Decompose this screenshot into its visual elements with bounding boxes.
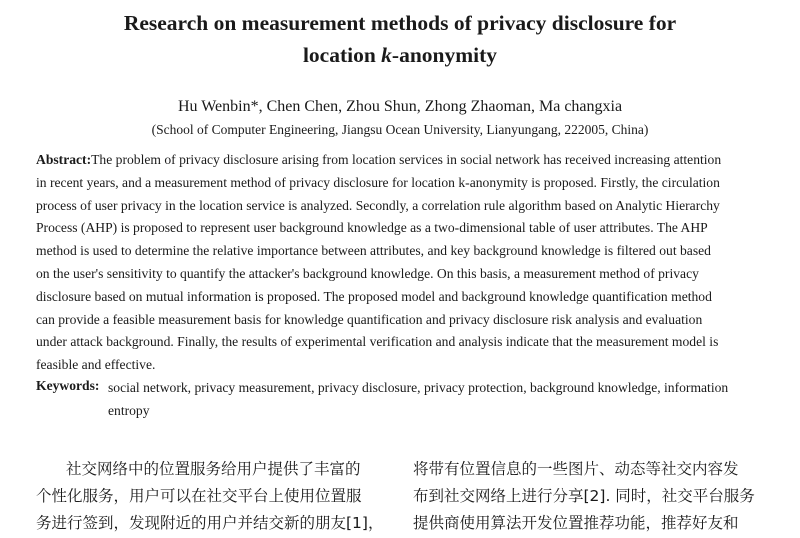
abstract-text: The problem of privacy disclosure arising from location services in social network has received increasing attention (91, 152, 722, 167)
paper-title-line1: Research on measurement methods of privacy disclosure for (123, 11, 677, 35)
affiliation: (School of Computer Engineering, Jiangsu Ocean University, Lianyungang, 222005, China) (151, 122, 649, 137)
abstract-line: method is used to determine the relative importance between attributes, and key background knowledge is filtered out based (36, 243, 711, 259)
abstract-line: in recent years, and a measurement method of privacy disclosure for location k-anonymity is proposed. Firstly, the circulation (36, 174, 720, 190)
body-left-line2: 个性化服务，用户可以在社交平台上使用位置服 (36, 487, 362, 505)
author-list: Hu Wenbin*, Chen Chen, Zhou Shun, Zhong Zhaoman, Ma changxia (177, 98, 623, 115)
keywords-line1: social network, privacy measurement, privacy disclosure, privacy protection, background knowledge, information (108, 380, 729, 395)
keywords-line2: entropy (108, 403, 150, 418)
body-left-line3: 务进行签到，发现附近的用户并结交新的朋友[1]， (36, 514, 384, 532)
abstract-label: Abstract: (36, 152, 92, 167)
title-location: location (302, 43, 382, 67)
abstract-line (36, 149, 766, 172)
abstract-line: can provide a feasible measurement basis for knowledge quantification and privacy disclosure risk analysis and evaluation (36, 311, 703, 327)
abstract-line: process of user privacy in the location service is analyzed. Secondly, a correlation rule algorithm based on Analytic Hierarchy (36, 197, 720, 213)
body-right-line2: 布到社交网络上进行分享[2]. 同时，社交平台服务 (413, 487, 755, 505)
body-left-line1: 社交网络中的位置服务给用户提供了丰富的 (66, 460, 361, 478)
abstract-line: under attack background. Finally, the results of experimental verification and analysis indicate that the measurement model is (36, 334, 719, 350)
abstract-line: Process (AHP) is proposed to represent user background knowledge as a two-dimensional table of user attributes. The AHP (36, 220, 708, 236)
abstract-line: on the user's sensitivity to quantify the attacker's background knowledge. On this basis, a measurement method of privacy (36, 265, 699, 281)
keywords-label: Keywords: (36, 378, 100, 393)
body-right-line1: 将带有位置信息的一些图片、动态等社交内容发 (413, 460, 739, 478)
abstract-line: disclosure based on mutual information is proposed. The proposed model and background knowledge quantification method (36, 288, 712, 304)
paper-title-line2 (0, 40, 800, 70)
title-k: k (381, 43, 392, 67)
abstract-line: feasible and effective. (36, 357, 156, 373)
abstract (36, 149, 766, 377)
body-right-line3: 提供商使用算法开发位置推荐功能，推荐好友和 (413, 514, 739, 532)
title-anonymity: -anonymity (391, 43, 498, 67)
